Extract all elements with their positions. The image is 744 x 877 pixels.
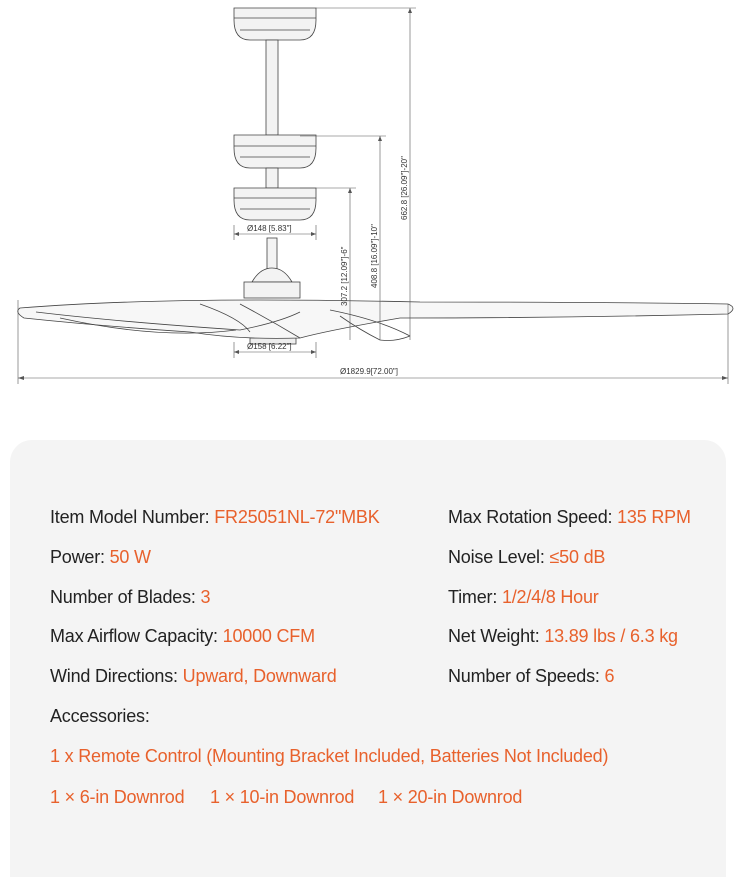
downrod	[266, 40, 278, 135]
blade-span-label: Ø1829.9[72.00"]	[340, 367, 398, 376]
spec-blades: Number of Blades: 3	[50, 587, 211, 607]
ceiling-canopy	[234, 8, 316, 40]
canopy-6in	[234, 188, 316, 220]
accessory-remote: 1 x Remote Control (Mounting Bracket Included, Batteries Not Included)	[50, 746, 609, 766]
spec-timer: Timer: 1/2/4/8 Hour	[448, 587, 599, 607]
spec-noise-level: Noise Level: ≤50 dB	[448, 547, 606, 567]
accessory-downrod-20: 1 × 20-in Downrod	[378, 787, 523, 807]
height-6in-label: 307.2 [12.09"]-6"	[340, 246, 349, 306]
accessory-downrod-10: 1 × 10-in Downrod	[210, 787, 355, 807]
spec-card	[10, 440, 726, 877]
height-20in-label: 662.8 [26.09"]-20"	[400, 156, 409, 220]
spec-model: Item Model Number: FR25051NL-72"MBK	[50, 507, 380, 527]
spec-wind-directions: Wind Directions: Upward, Downward	[50, 666, 337, 686]
spec-airflow: Max Airflow Capacity: 10000 CFM	[50, 626, 315, 646]
motor-diameter-label: Ø158 [6.22"]	[247, 342, 292, 351]
fan-dimension-drawing	[0, 0, 744, 420]
canopy-diameter-label: Ø148 [5.83"]	[247, 224, 292, 233]
accessory-downrod-6: 1 × 6-in Downrod	[50, 787, 185, 807]
spec-rotation-speed: Max Rotation Speed: 135 RPM	[448, 507, 691, 527]
canopy-10in	[234, 135, 316, 168]
height-10in-label: 408.8 [16.09"]-10"	[370, 224, 379, 288]
spec-power: Power: 50 W	[50, 547, 151, 567]
spec-speeds: Number of Speeds: 6	[448, 666, 615, 686]
spec-net-weight: Net Weight: 13.89 lbs / 6.3 kg	[448, 626, 678, 646]
accessories-heading: Accessories:	[50, 706, 150, 726]
fan-blades	[18, 300, 733, 341]
